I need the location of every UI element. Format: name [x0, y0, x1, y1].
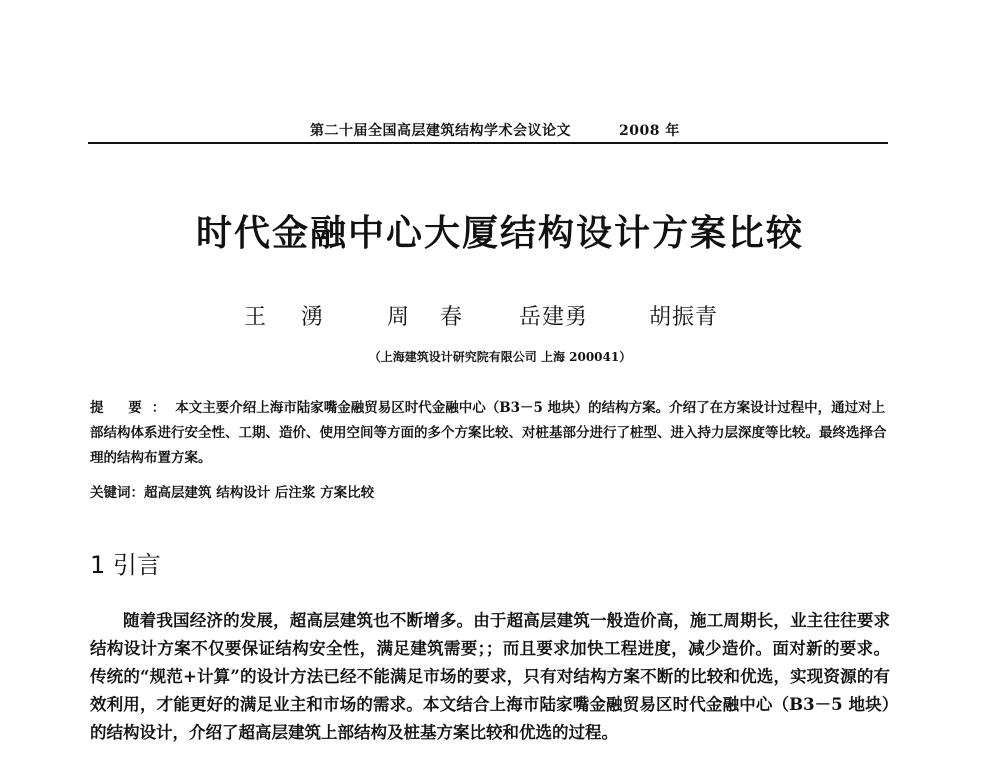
- header-rule: [88, 142, 888, 144]
- conference-year: 2008 年: [619, 123, 680, 139]
- conference-name: 第二十届全国高层建筑结构学术会议论文: [310, 123, 571, 139]
- abstract-text: 本文主要介绍上海市陆家嘴金融贸易区时代金融中心（B3－5 地块）的结构方案。介绍了在方案设计过程中，通过对上部结构体系进行安全性、工期、造价、使用空间等方面的多个方案比较、对桩基部分进行了桩型、进入持力层深度等比较。最终选择合理的结构布置方案。: [90, 400, 887, 466]
- author-4: 胡振青: [649, 305, 719, 330]
- abstract: [90, 396, 890, 471]
- author-1: 王 湧: [244, 305, 337, 330]
- abstract-label: 提 要：: [90, 400, 176, 416]
- paper-title: 时代金融中心大厦结构设计方案比较: [195, 213, 804, 254]
- body-paragraph: 随着我国经济的发展，超高层建筑也不断增多。由于超高层建筑一般造价高，施工周期长，业主往往要求结构设计方案不仅要保证结构安全性，满足建筑需要；；而且要求加快工程进度，减少造价。面对新的要求。传统的“规范+计算”的设计方法已经不能满足市场的要求，只有对结构方案不断的比较和优选，实现资源的有效利用，才能更好的满足业主和市场的需求。本文结合上海市陆家嘴金融贸易区时代金融中心（B3－5 地块）的结构设计，介绍了超高层建筑上部结构及桩基方案比较和优选的过程。: [90, 611, 890, 742]
- section-heading: 1 引言: [90, 551, 161, 579]
- author-3: 岳建勇: [519, 305, 589, 330]
- author-2: 周 春: [387, 305, 474, 330]
- keywords-label: 关键词：: [90, 485, 144, 501]
- keywords-text: 超高层建筑 结构设计 后注浆 方案比较: [144, 485, 375, 501]
- keywords: [90, 481, 890, 501]
- affiliation: （上海建筑设计研究院有限公司 上海 200041）: [368, 350, 632, 364]
